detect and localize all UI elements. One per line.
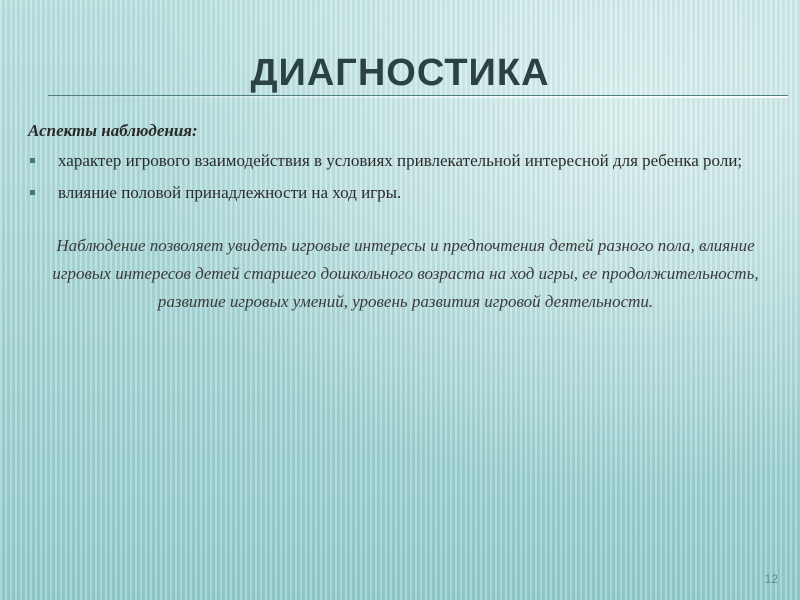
- bullet-list: [28, 148, 783, 206]
- bullet-item: [28, 180, 783, 206]
- slide-content: [28, 118, 783, 316]
- bullet-item: [28, 148, 783, 174]
- bullet-text: влияние половой принадлежности на ход игры.: [58, 183, 402, 202]
- square-bullet-icon: [30, 190, 35, 195]
- square-bullet-icon: [30, 158, 35, 163]
- subheading: Аспекты наблюдения:: [28, 121, 198, 140]
- slide-title: ДИАГНОСТИКА: [250, 52, 550, 94]
- bullet-text: характер игрового взаимодействия в условиях привлекательной интересной для ребенка роли;: [58, 151, 743, 170]
- page-number: 12: [764, 572, 778, 586]
- title-underline: [48, 95, 788, 96]
- observation-paragraph: Наблюдение позволяет увидеть игровые интересы и предпочтения детей разного пола, влияние игровых интересов детей старшего дошкольного возраста на ход игры, ее продолжительность, развитие игровых умений, уровень развития игровой деятельности.: [52, 236, 759, 311]
